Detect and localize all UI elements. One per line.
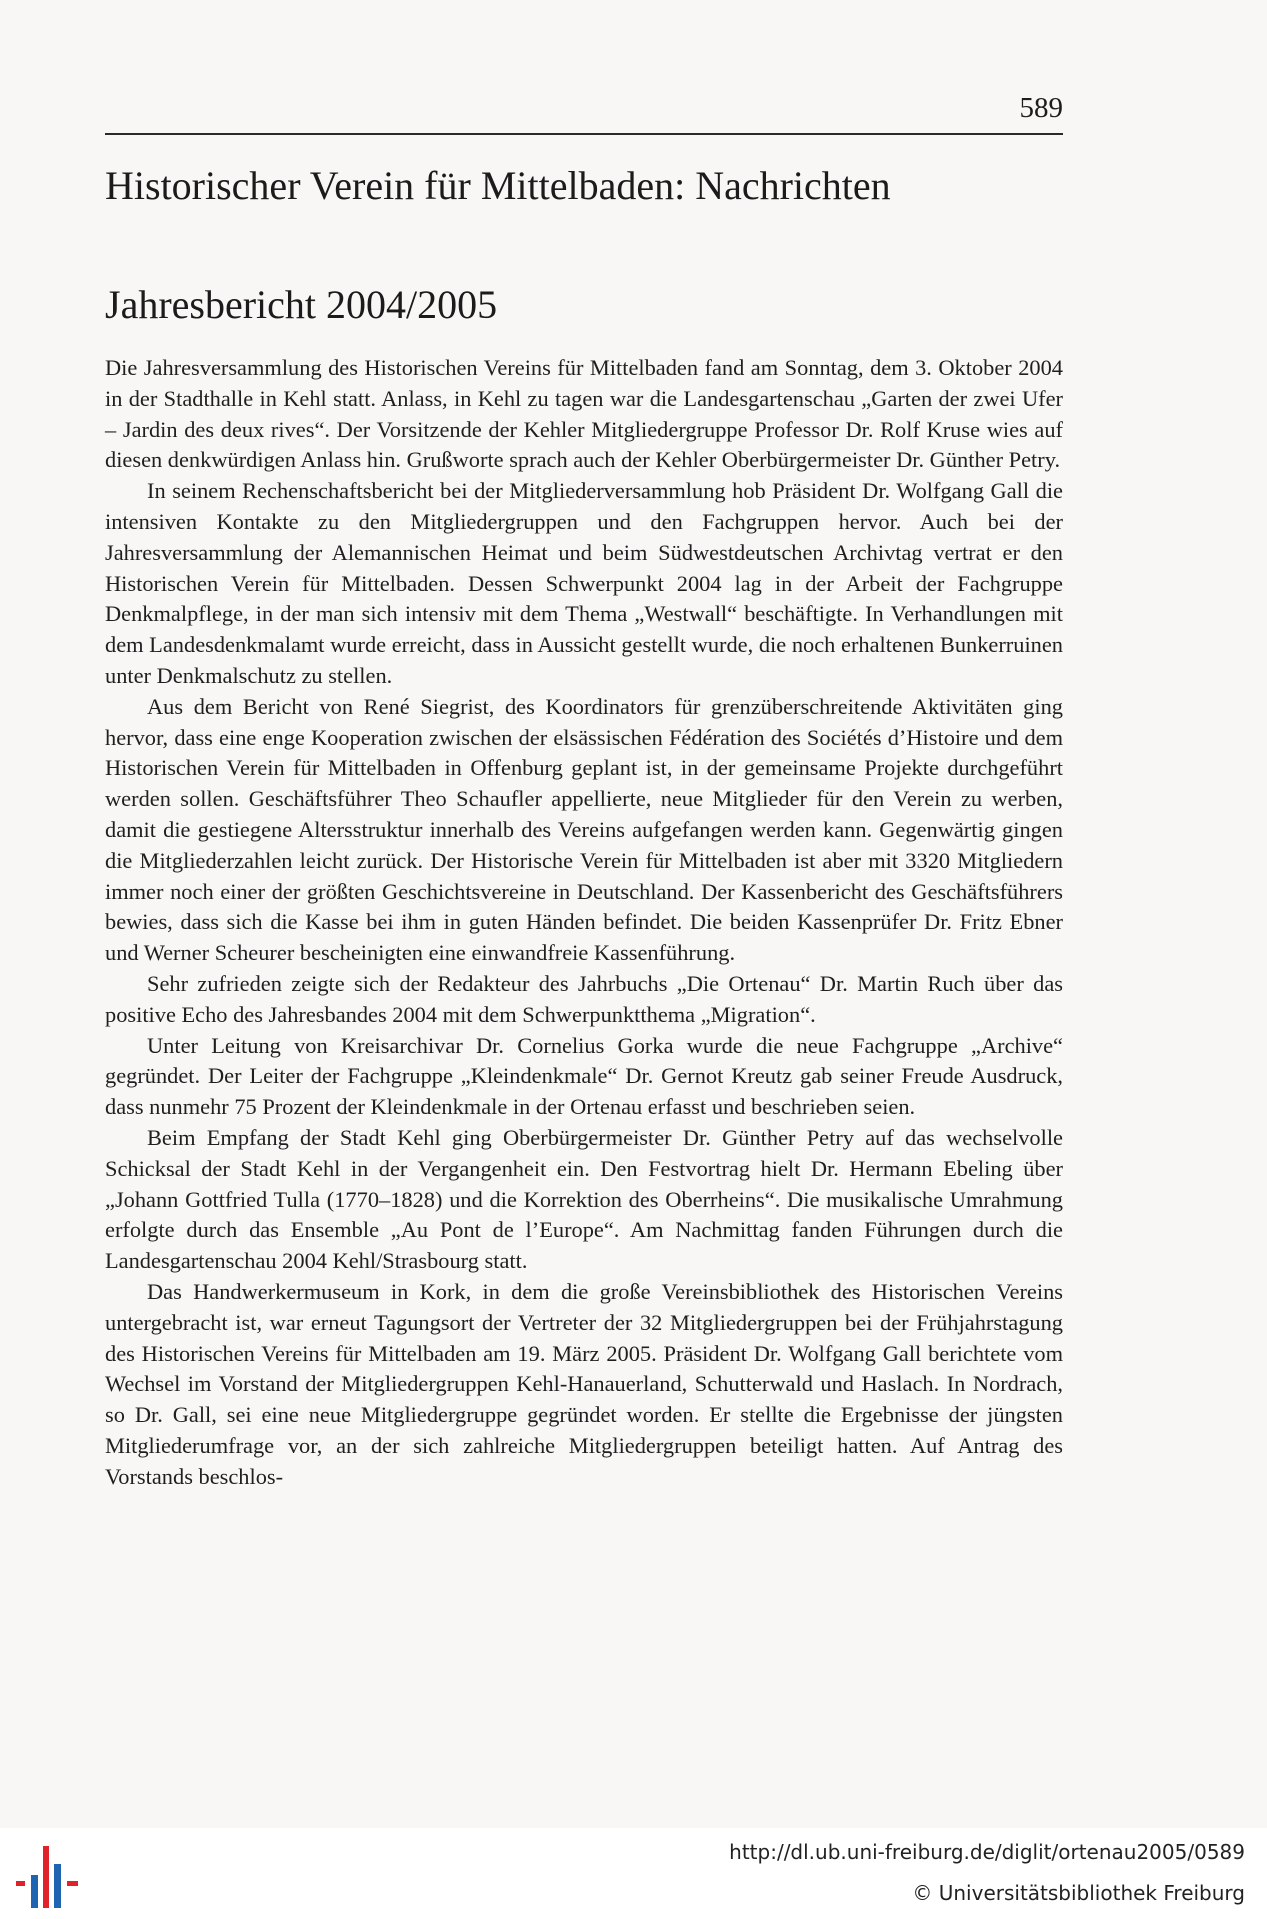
header-rule bbox=[105, 133, 1063, 135]
paragraph: Das Handwerkermuseum in Kork, in dem die große Vereinsbibliothek des Historischen Vereins untergebracht ist, war erneut Tagungsort der Vertreter der 32 Mitgliedergruppen bei der Frühjahrstagung des Historischen Vereins für Mittelbaden am 19. März 2005. Präsident Dr. Wolfgang Gall berichtete vom Wechsel im Vorstand der Mitgliedergruppen Kehl-Hanauerland, Schutterwald und Haslach. In Nordrach, so Dr. Gall, sei eine neue Mitgliedergruppe gegründet worden. Er stellte die Ergebnisse der jüngsten Mitgliederumfrage vor, an der sich zahlreiche Mitgliedergruppen beteiligt hatten. Auf Antrag des Vorstands beschlos- bbox=[105, 1278, 1063, 1489]
paragraph: Die Jahresversammlung des Historischen Vereins für Mittelbaden fand am Sonntag, dem 3. Oktober 2004 in der Stadthalle in Kehl statt. Anlass, in Kehl zu tagen war die Landesgartenschau „Garten der zwei Ufer – Jardin des deux rives“. Der Vorsitzende der Kehler Mitgliedergruppe Professor Dr. Rolf Kruse wies auf diesen denkwürdigen Anlass hin. Grußworte sprach auch der Kehler Oberbürgermeister Dr. Günther Petry. bbox=[105, 355, 1063, 473]
paragraph: Sehr zufrieden zeigte sich der Redakteur des Jahrbuchs „Die Ortenau“ Dr. Martin Ruch über das positive Echo des Jahresbandes 2004 mit dem Schwerpunktthema „Migration“. bbox=[105, 970, 1063, 1027]
paragraph: Aus dem Bericht von René Siegrist, des Koordinators für grenzüberschreitende Aktivitäten ging hervor, dass eine enge Kooperation zwischen der elsässischen Fédération des Sociétés d’Histoire und dem Historischen Verein für Mittelbaden in Offenburg geplant ist, in der gemeinsame Projekte durchgeführt werden sollen. Geschäftsführer Theo Schaufler appellierte, neue Mitglieder für den Verein zu werben, damit die gestiegene Altersstruktur innerhalb des Vereins aufgefangen werden kann. Gegenwärtig gingen die Mitgliederzahlen leicht zurück. Der Historische Verein für Mittelbaden ist aber mit 3320 Mitgliedern immer noch einer der größten Geschichtsvereine in Deutschland. Der Kassenbericht des Geschäftsführers bewies, dass sich die Kasse bei ihm in guten Händen befindet. Die beiden Kassenprüfer Dr. Fritz Ebner und Werner Scheurer bescheinigten eine einwandfreie Kassenführung. bbox=[105, 693, 1063, 966]
body-text bbox=[105, 353, 1063, 1492]
ub-freiburg-logo-icon bbox=[14, 1844, 82, 1910]
copyright-notice: © Universitätsbibliothek Freiburg bbox=[912, 1881, 1245, 1905]
paragraph: Beim Empfang der Stadt Kehl ging Oberbürgermeister Dr. Günther Petry auf das wechselvolle Schicksal der Stadt Kehl in der Vergangenheit ein. Den Festvortrag hielt Dr. Hermann Ebeling über „Johann Gottfried Tulla (1770–1828) und die Korrektion des Oberrheins“. Die musikalische Umrahmung erfolgte durch das Ensemble „Au Pont de l’Europe“. Am Nachmittag fanden Führungen durch die Landesgartenschau 2004 Kehl/Strasbourg statt. bbox=[105, 1124, 1063, 1274]
logo-blue-bar-short bbox=[31, 1875, 38, 1908]
paragraph: Unter Leitung von Kreisarchivar Dr. Cornelius Gorka wurde die neue Fachgruppe „Archive“ gegründet. Der Leiter der Fachgruppe „Kleindenkmale“ Dr. Gernot Kreutz gab seiner Freude Ausdruck, dass nunmehr 75 Prozent der Kleindenkmale in der Ortenau erfasst und beschrieben seien. bbox=[105, 1032, 1063, 1120]
viewer-footer bbox=[0, 1828, 1267, 1919]
logo-red-left bbox=[16, 1881, 25, 1886]
permalink-url[interactable]: http://dl.ub.uni-freiburg.de/diglit/ortenau2005/0589 bbox=[729, 1840, 1245, 1864]
logo-red-right bbox=[67, 1881, 78, 1886]
logo-red-center bbox=[43, 1846, 49, 1908]
logo-blue-bar-long bbox=[54, 1864, 61, 1908]
paragraph: In seinem Rechenschaftsbericht bei der Mitgliederversammlung hob Präsident Dr. Wolfgang Gall die intensiven Kontakte zu den Mitgliedergruppen und den Fachgruppen hervor. Auch bei der Jahresversammlung der Alemannischen Heimat und beim Südwestdeutschen Archivtag vertrat er den Historischen Verein für Mittelbaden. Dessen Schwerpunkt 2004 lag in der Arbeit der Fachgruppe Denkmalpflege, in der man sich intensiv mit dem Thema „Westwall“ beschäftigte. In Verhandlungen mit dem Landesdenkmalamt wurde erreicht, dass in Aussicht gestellt wurde, die noch erhaltenen Bunkerruinen unter Denkmalschutz zu stellen. bbox=[105, 478, 1063, 688]
page-number: 589 bbox=[1019, 92, 1063, 124]
section-title: Historischer Verein für Mittelbaden: Nachrichten bbox=[105, 163, 891, 208]
report-title: Jahresbericht 2004/2005 bbox=[105, 282, 498, 327]
